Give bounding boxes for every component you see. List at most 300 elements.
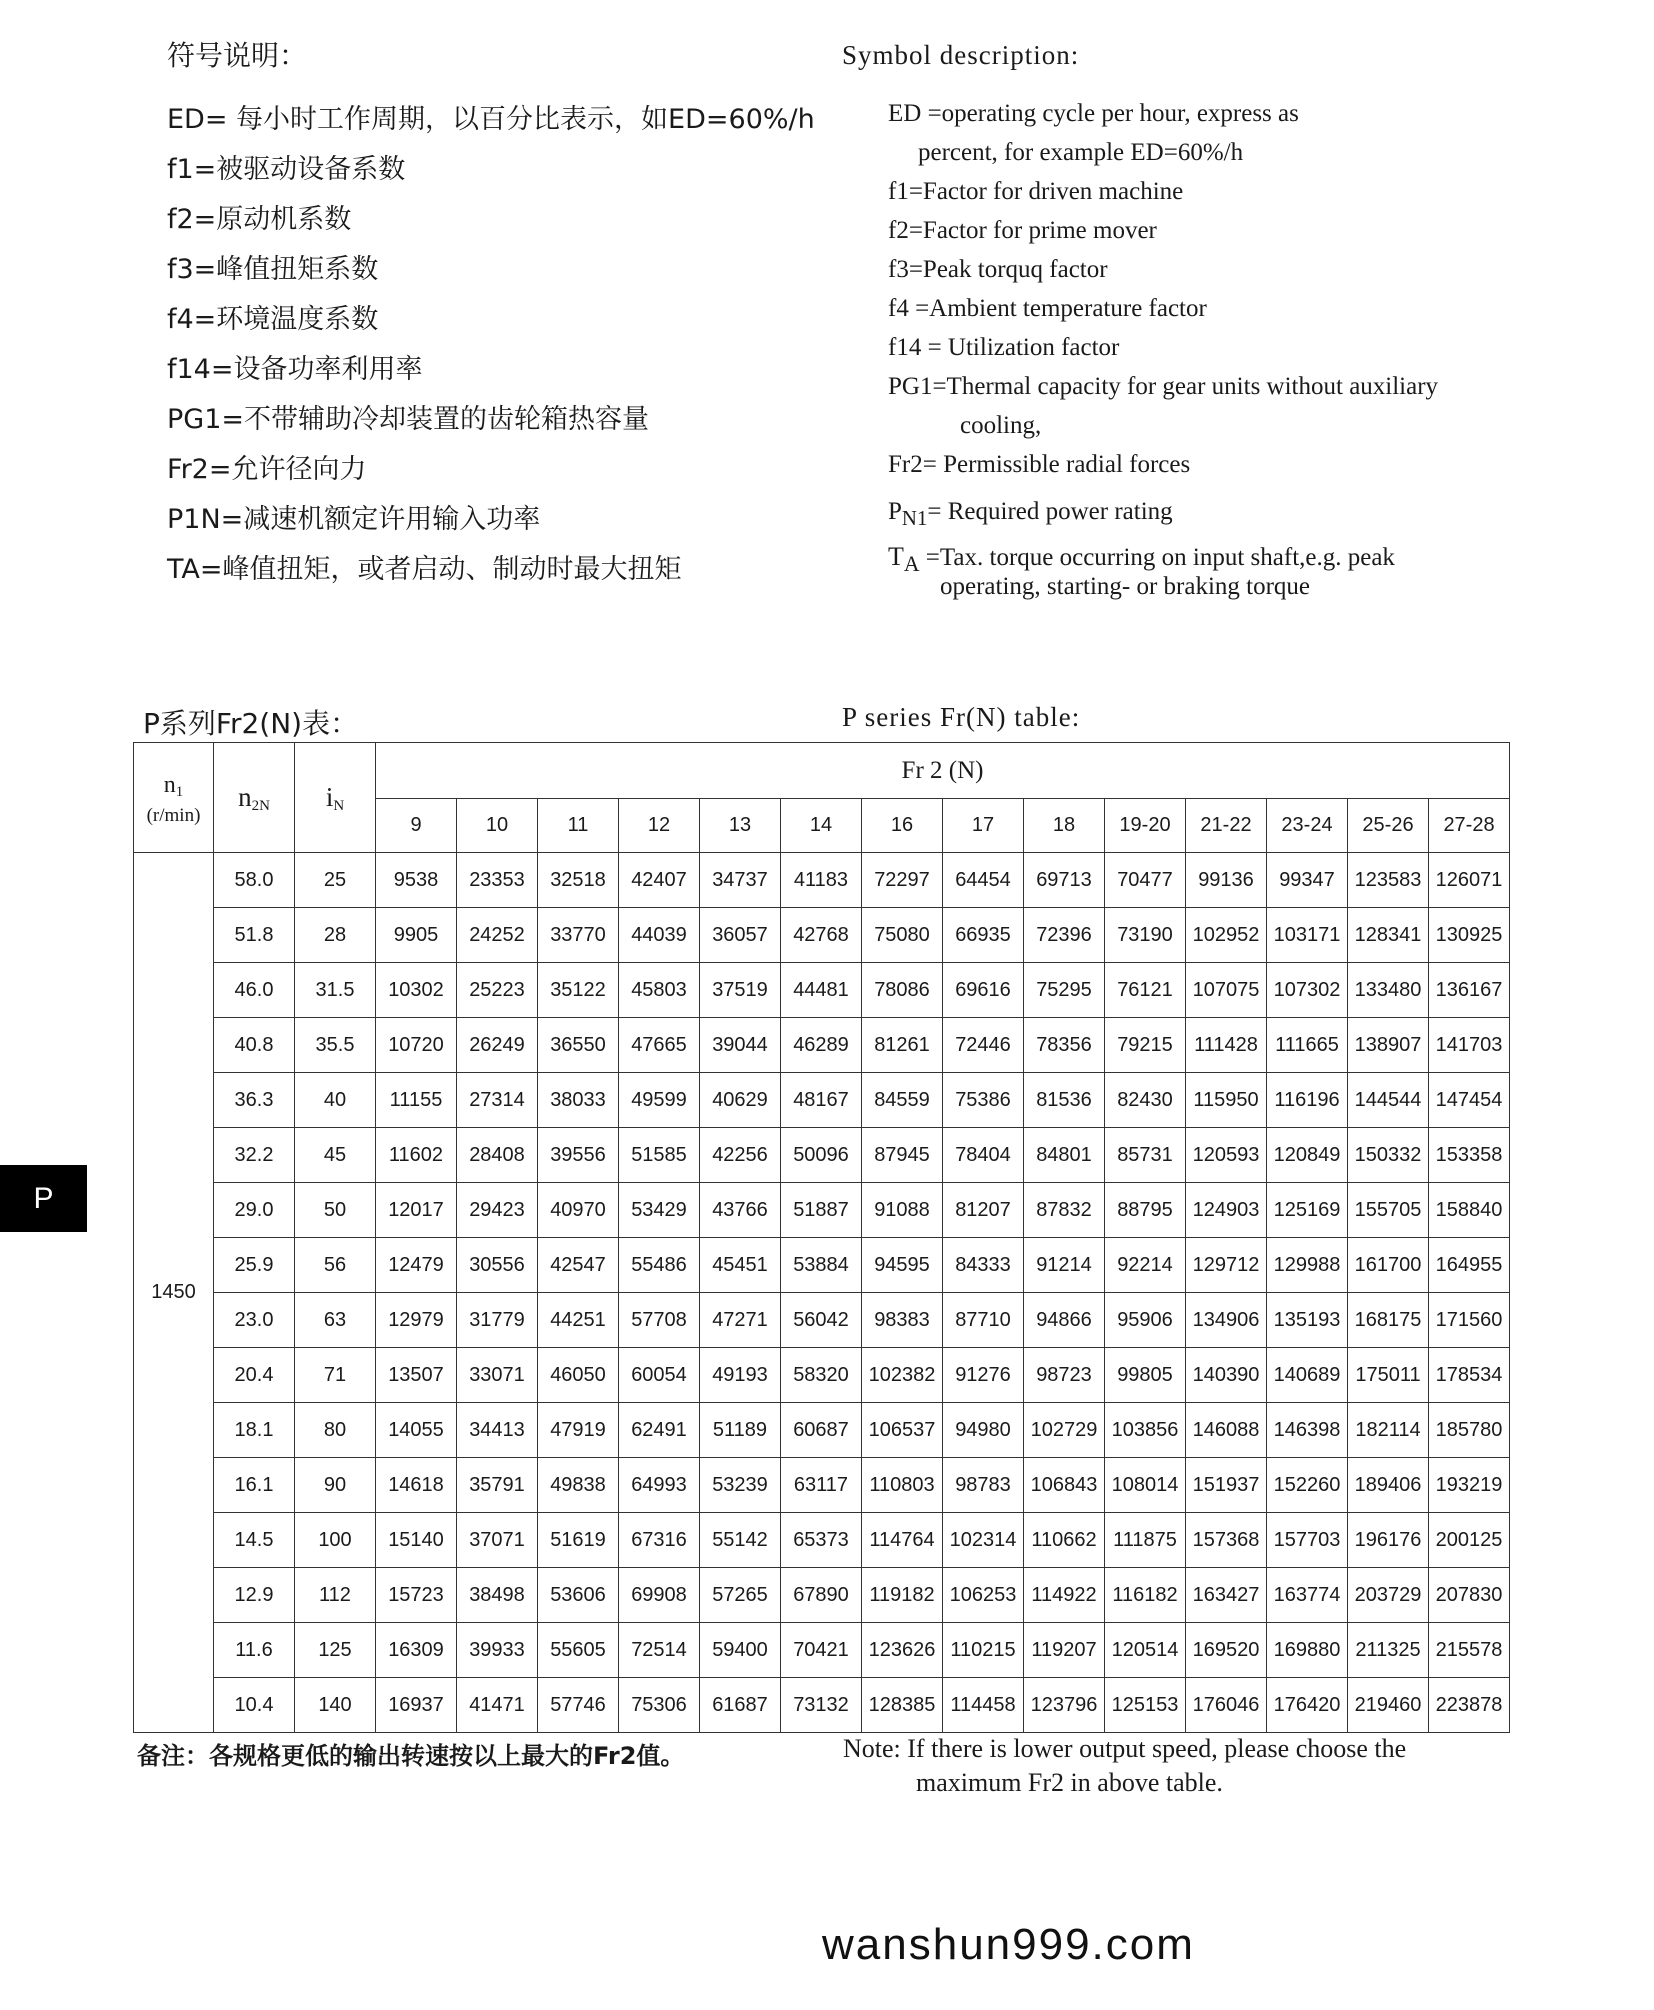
fr2-value-cell: 123583 xyxy=(1348,853,1429,908)
fr2-value-cell: 46050 xyxy=(538,1348,619,1403)
fr2-value-cell: 88795 xyxy=(1105,1183,1186,1238)
fr2-value-cell: 114764 xyxy=(862,1513,943,1568)
fr2-value-cell: 27314 xyxy=(457,1073,538,1128)
fr2-value-cell: 16309 xyxy=(376,1623,457,1678)
fr2-value-cell: 91276 xyxy=(943,1348,1024,1403)
fr2-value-cell: 72297 xyxy=(862,853,943,908)
fr2-value-cell: 189406 xyxy=(1348,1458,1429,1513)
fr2-value-cell: 47665 xyxy=(619,1018,700,1073)
symbol-en-fr2: Fr2= Permissible radial forces xyxy=(888,451,1191,478)
fr2-value-cell: 65373 xyxy=(781,1513,862,1568)
fr2-value-cell: 78356 xyxy=(1024,1018,1105,1073)
fr2-value-cell: 73190 xyxy=(1105,908,1186,963)
size-header-cell: 13 xyxy=(700,799,781,853)
fr2-value-cell: 116196 xyxy=(1267,1073,1348,1128)
fr2-value-cell: 106253 xyxy=(943,1568,1024,1623)
note-en xyxy=(843,1732,1406,1800)
fr2-value-cell: 169880 xyxy=(1267,1623,1348,1678)
fr2-value-cell: 73132 xyxy=(781,1678,862,1733)
fr2-value-cell: 34737 xyxy=(700,853,781,908)
fr2-value-cell: 124903 xyxy=(1186,1183,1267,1238)
ratio-cell: 28 xyxy=(295,908,376,963)
fr2-value-cell: 70477 xyxy=(1105,853,1186,908)
fr2-value-cell: 42547 xyxy=(538,1238,619,1293)
fr2-value-cell: 37519 xyxy=(700,963,781,1018)
ratio-cell: 71 xyxy=(295,1348,376,1403)
table-row xyxy=(134,1293,1510,1348)
fr2-value-cell: 36057 xyxy=(700,908,781,963)
fr2-value-cell: 123626 xyxy=(862,1623,943,1678)
fr2-value-cell: 16937 xyxy=(376,1678,457,1733)
ratio-cell: 125 xyxy=(295,1623,376,1678)
fr2-value-cell: 151937 xyxy=(1186,1458,1267,1513)
symbol-title-zh: 符号说明： xyxy=(167,39,308,72)
fr2-value-cell: 53429 xyxy=(619,1183,700,1238)
fr2-value-cell: 152260 xyxy=(1267,1458,1348,1513)
fr2-value-cell: 40970 xyxy=(538,1183,619,1238)
size-header-cell: 21-22 xyxy=(1186,799,1267,853)
header-fr2: Fr 2 (N) xyxy=(376,743,1510,799)
fr2-value-cell: 116182 xyxy=(1105,1568,1186,1623)
fr2-value-cell: 134906 xyxy=(1186,1293,1267,1348)
fr2-value-cell: 76121 xyxy=(1105,963,1186,1018)
fr2-value-cell: 111428 xyxy=(1186,1018,1267,1073)
fr2-value-cell: 60054 xyxy=(619,1348,700,1403)
fr2-value-cell: 95906 xyxy=(1105,1293,1186,1348)
n2n-cell: 36.3 xyxy=(214,1073,295,1128)
size-header-cell: 23-24 xyxy=(1267,799,1348,853)
size-header-cell: 16 xyxy=(862,799,943,853)
fr2-value-cell: 140390 xyxy=(1186,1348,1267,1403)
fr2-value-cell: 102382 xyxy=(862,1348,943,1403)
fr2-value-cell: 129988 xyxy=(1267,1238,1348,1293)
n2n-cell: 16.1 xyxy=(214,1458,295,1513)
fr2-value-cell: 57708 xyxy=(619,1293,700,1348)
fr2-value-cell: 84801 xyxy=(1024,1128,1105,1183)
fr2-value-cell: 64454 xyxy=(943,853,1024,908)
fr2-value-cell: 30556 xyxy=(457,1238,538,1293)
symbol-en-pg1: PG1=Thermal capacity for gear units without auxiliary xyxy=(888,373,1439,400)
fr2-value-cell: 15140 xyxy=(376,1513,457,1568)
fr2-value-cell: 164955 xyxy=(1429,1238,1510,1293)
fr2-value-cell: 171560 xyxy=(1429,1293,1510,1348)
fr2-value-cell: 211325 xyxy=(1348,1623,1429,1678)
fr2-value-cell: 158840 xyxy=(1429,1183,1510,1238)
header-n2n: $n_{2N}$ xyxy=(214,743,295,853)
fr2-value-cell: 40629 xyxy=(700,1073,781,1128)
n2n-cell: 29.0 xyxy=(214,1183,295,1238)
fr2-value-cell: 157703 xyxy=(1267,1513,1348,1568)
n1-cell: 1450 xyxy=(134,853,214,1733)
fr2-value-cell: 106537 xyxy=(862,1403,943,1458)
symbol-en-ta xyxy=(888,542,1395,577)
fr2-value-cell: 51619 xyxy=(538,1513,619,1568)
fr2-value-cell: 87710 xyxy=(943,1293,1024,1348)
fr2-value-cell: 51585 xyxy=(619,1128,700,1183)
fr2-value-cell: 69713 xyxy=(1024,853,1105,908)
fr2-value-cell: 69616 xyxy=(943,963,1024,1018)
fr2-value-cell: 39556 xyxy=(538,1128,619,1183)
n2n-cell: 20.4 xyxy=(214,1348,295,1403)
fr2-value-cell: 46289 xyxy=(781,1018,862,1073)
fr2-value-cell: 141703 xyxy=(1429,1018,1510,1073)
fr2-value-cell: 41183 xyxy=(781,853,862,908)
fr2-value-cell: 44251 xyxy=(538,1293,619,1348)
table-row xyxy=(134,1678,1510,1733)
n2n-cell: 10.4 xyxy=(214,1678,295,1733)
fr2-value-cell: 31779 xyxy=(457,1293,538,1348)
size-header-cell: 14 xyxy=(781,799,862,853)
ratio-cell: 31.5 xyxy=(295,963,376,1018)
symbol-en-pn1-sym: $P_{N1}$ xyxy=(888,498,928,530)
header-n1-label: $n_1$ xyxy=(163,772,184,800)
fr2-value-cell: 168175 xyxy=(1348,1293,1429,1348)
fr2-value-cell: 75295 xyxy=(1024,963,1105,1018)
fr2-value-cell: 58320 xyxy=(781,1348,862,1403)
ratio-cell: 90 xyxy=(295,1458,376,1513)
fr2-value-cell: 128385 xyxy=(862,1678,943,1733)
fr2-value-cell: 75386 xyxy=(943,1073,1024,1128)
fr2-value-cell: 26249 xyxy=(457,1018,538,1073)
symbol-en-ed: ED =operating cycle per hour, express as xyxy=(888,100,1299,127)
fr2-value-cell: 32518 xyxy=(538,853,619,908)
fr2-value-cell: 49599 xyxy=(619,1073,700,1128)
size-header-cell: 17 xyxy=(943,799,1024,853)
fr2-value-cell: 57265 xyxy=(700,1568,781,1623)
fr2-value-cell: 75080 xyxy=(862,908,943,963)
fr2-value-cell: 182114 xyxy=(1348,1403,1429,1458)
n2n-cell: 11.6 xyxy=(214,1623,295,1678)
fr2-value-cell: 123796 xyxy=(1024,1678,1105,1733)
fr2-value-cell: 45451 xyxy=(700,1238,781,1293)
symbol-zh-f2: f2=原动机系数 xyxy=(167,204,352,235)
fr2-value-cell: 75306 xyxy=(619,1678,700,1733)
fr2-value-cell: 47271 xyxy=(700,1293,781,1348)
table-row xyxy=(134,1183,1510,1238)
fr2-value-cell: 119207 xyxy=(1024,1623,1105,1678)
fr2-value-cell: 11155 xyxy=(376,1073,457,1128)
fr2-value-cell: 110215 xyxy=(943,1623,1024,1678)
fr2-value-cell: 175011 xyxy=(1348,1348,1429,1403)
n2n-cell: 46.0 xyxy=(214,963,295,1018)
fr2-value-cell: 49838 xyxy=(538,1458,619,1513)
fr2-value-cell: 196176 xyxy=(1348,1513,1429,1568)
fr2-value-cell: 63117 xyxy=(781,1458,862,1513)
fr2-value-cell: 24252 xyxy=(457,908,538,963)
fr2-value-cell: 125169 xyxy=(1267,1183,1348,1238)
note-zh: 备注：各规格更低的输出转速按以上最大的Fr2值。 xyxy=(137,1742,685,1770)
fr2-value-cell: 51189 xyxy=(700,1403,781,1458)
symbol-zh-f1: f1=被驱动设备系数 xyxy=(167,154,406,185)
fr2-value-cell: 103856 xyxy=(1105,1403,1186,1458)
fr2-value-cell: 41471 xyxy=(457,1678,538,1733)
fr2-value-cell: 193219 xyxy=(1429,1458,1510,1513)
fr2-value-cell: 140689 xyxy=(1267,1348,1348,1403)
fr2-value-cell: 176420 xyxy=(1267,1678,1348,1733)
fr2-value-cell: 84333 xyxy=(943,1238,1024,1293)
fr2-value-cell: 9905 xyxy=(376,908,457,963)
fr2-value-cell: 60687 xyxy=(781,1403,862,1458)
table-title-zh: P系列Fr2(N)表： xyxy=(143,707,359,740)
fr2-value-cell: 102729 xyxy=(1024,1403,1105,1458)
fr2-value-cell: 57746 xyxy=(538,1678,619,1733)
symbol-zh-f3: f3=峰值扭矩系数 xyxy=(167,254,379,285)
fr2-value-cell: 12017 xyxy=(376,1183,457,1238)
fr2-value-cell: 99805 xyxy=(1105,1348,1186,1403)
fr2-value-cell: 44039 xyxy=(619,908,700,963)
fr2-value-cell: 82430 xyxy=(1105,1073,1186,1128)
size-header-cell: 12 xyxy=(619,799,700,853)
fr2-value-cell: 44481 xyxy=(781,963,862,1018)
header-n1 xyxy=(134,743,214,853)
fr2-value-cell: 136167 xyxy=(1429,963,1510,1018)
size-header-cell: 18 xyxy=(1024,799,1105,853)
ratio-cell: 140 xyxy=(295,1678,376,1733)
fr2-value-cell: 55486 xyxy=(619,1238,700,1293)
table-row xyxy=(134,1513,1510,1568)
symbol-zh-pg1: PG1=不带辅助冷却装置的齿轮箱热容量 xyxy=(167,404,650,435)
fr2-value-cell: 106843 xyxy=(1024,1458,1105,1513)
fr2-value-cell: 102314 xyxy=(943,1513,1024,1568)
table-row xyxy=(134,1238,1510,1293)
table-row xyxy=(134,1403,1510,1458)
fr2-value-cell: 38033 xyxy=(538,1073,619,1128)
fr2-value-cell: 178534 xyxy=(1429,1348,1510,1403)
table-row xyxy=(134,1348,1510,1403)
fr2-value-cell: 107075 xyxy=(1186,963,1267,1018)
size-header-cell: 27-28 xyxy=(1429,799,1510,853)
fr2-value-cell: 200125 xyxy=(1429,1513,1510,1568)
symbol-zh-f14: f14=设备功率利用率 xyxy=(167,354,423,385)
fr2-value-cell: 99347 xyxy=(1267,853,1348,908)
fr2-value-cell: 23353 xyxy=(457,853,538,908)
symbol-en-pg1-cont: cooling, xyxy=(960,412,1042,439)
fr2-value-cell: 14055 xyxy=(376,1403,457,1458)
symbol-en-ta-cont: operating, starting- or braking torque xyxy=(940,573,1311,600)
fr2-value-cell: 98383 xyxy=(862,1293,943,1348)
fr2-value-cell: 34413 xyxy=(457,1403,538,1458)
fr2-value-cell: 53239 xyxy=(700,1458,781,1513)
symbol-en-pn1-text: = Required power rating xyxy=(927,498,1173,525)
fr2-value-cell: 33770 xyxy=(538,908,619,963)
note-en-line2: maximum Fr2 in above table. xyxy=(916,1768,1223,1797)
fr2-value-cell: 126071 xyxy=(1429,853,1510,908)
fr2-value-cell: 72396 xyxy=(1024,908,1105,963)
n2n-cell: 14.5 xyxy=(214,1513,295,1568)
fr2-value-cell: 125153 xyxy=(1105,1678,1186,1733)
fr2-value-cell: 72446 xyxy=(943,1018,1024,1073)
fr2-value-cell: 215578 xyxy=(1429,1623,1510,1678)
fr2-value-cell: 133480 xyxy=(1348,963,1429,1018)
header-in: $i_N$ xyxy=(295,743,376,853)
fr2-value-cell: 81261 xyxy=(862,1018,943,1073)
ratio-cell: 63 xyxy=(295,1293,376,1348)
fr2-value-cell: 10302 xyxy=(376,963,457,1018)
fr2-value-cell: 107302 xyxy=(1267,963,1348,1018)
fr2-value-cell: 45803 xyxy=(619,963,700,1018)
n2n-cell: 51.8 xyxy=(214,908,295,963)
symbol-list-zh xyxy=(167,100,815,600)
n2n-cell: 40.8 xyxy=(214,1018,295,1073)
fr2-value-cell: 15723 xyxy=(376,1568,457,1623)
symbol-zh-ta: TA=峰值扭矩，或者启动、制动时最大扭矩 xyxy=(167,554,682,585)
table-row xyxy=(134,853,1510,908)
fr2-value-cell: 39044 xyxy=(700,1018,781,1073)
fr2-value-cell: 14618 xyxy=(376,1458,457,1513)
fr2-value-cell: 56042 xyxy=(781,1293,862,1348)
fr2-value-cell: 111875 xyxy=(1105,1513,1186,1568)
fr2-value-cell: 38498 xyxy=(457,1568,538,1623)
symbol-en-ta-text: =Tax. torque occurring on input shaft,e.g. peak xyxy=(919,544,1395,571)
fr2-value-cell: 119182 xyxy=(862,1568,943,1623)
fr2-value-cell: 120514 xyxy=(1105,1623,1186,1678)
fr2-value-cell: 169520 xyxy=(1186,1623,1267,1678)
fr2-value-cell: 130925 xyxy=(1429,908,1510,963)
fr2-value-cell: 59400 xyxy=(700,1623,781,1678)
table-row xyxy=(134,908,1510,963)
fr2-value-cell: 103171 xyxy=(1267,908,1348,963)
fr2-value-cell: 207830 xyxy=(1429,1568,1510,1623)
ratio-cell: 100 xyxy=(295,1513,376,1568)
fr2-value-cell: 102952 xyxy=(1186,908,1267,963)
fr2-value-cell: 72514 xyxy=(619,1623,700,1678)
fr2-value-cell: 223878 xyxy=(1429,1678,1510,1733)
fr2-value-cell: 78086 xyxy=(862,963,943,1018)
fr2-table xyxy=(133,742,1510,1733)
symbol-zh-fr2: Fr2=允许径向力 xyxy=(167,454,367,485)
table-title-en: P series Fr(N) table: xyxy=(842,702,1081,732)
fr2-value-cell: 144544 xyxy=(1348,1073,1429,1128)
ratio-cell: 35.5 xyxy=(295,1018,376,1073)
fr2-value-cell: 110662 xyxy=(1024,1513,1105,1568)
fr2-value-cell: 87832 xyxy=(1024,1183,1105,1238)
fr2-value-cell: 49193 xyxy=(700,1348,781,1403)
ratio-cell: 80 xyxy=(295,1403,376,1458)
ratio-cell: 56 xyxy=(295,1238,376,1293)
fr2-value-cell: 91214 xyxy=(1024,1238,1105,1293)
fr2-value-cell: 53606 xyxy=(538,1568,619,1623)
fr2-value-cell: 48167 xyxy=(781,1073,862,1128)
symbol-en-f14: f14 = Utilization factor xyxy=(888,334,1120,361)
size-header-cell: 25-26 xyxy=(1348,799,1429,853)
fr2-value-cell: 85731 xyxy=(1105,1128,1186,1183)
fr2-value-cell: 35122 xyxy=(538,963,619,1018)
fr2-value-cell: 61687 xyxy=(700,1678,781,1733)
symbol-zh-p1n: P1N=减速机额定许用输入功率 xyxy=(167,504,541,535)
n2n-cell: 23.0 xyxy=(214,1293,295,1348)
fr2-value-cell: 33071 xyxy=(457,1348,538,1403)
fr2-value-cell: 69908 xyxy=(619,1568,700,1623)
n2n-cell: 25.9 xyxy=(214,1238,295,1293)
fr2-value-cell: 114458 xyxy=(943,1678,1024,1733)
fr2-value-cell: 92214 xyxy=(1105,1238,1186,1293)
fr2-value-cell: 99136 xyxy=(1186,853,1267,908)
fr2-value-cell: 50096 xyxy=(781,1128,862,1183)
fr2-value-cell: 153358 xyxy=(1429,1128,1510,1183)
fr2-value-cell: 155705 xyxy=(1348,1183,1429,1238)
table-row xyxy=(134,1128,1510,1183)
fr2-value-cell: 13507 xyxy=(376,1348,457,1403)
symbol-en-pn1 xyxy=(888,498,1173,531)
n2n-cell: 18.1 xyxy=(214,1403,295,1458)
fr2-value-cell: 163427 xyxy=(1186,1568,1267,1623)
size-header-cell: 19-20 xyxy=(1105,799,1186,853)
fr2-value-cell: 70421 xyxy=(781,1623,862,1678)
symbol-zh-ed: ED= 每小时工作周期，以百分比表示，如ED=60%/h xyxy=(167,104,815,135)
fr2-value-cell: 94866 xyxy=(1024,1293,1105,1348)
table-row xyxy=(134,1458,1510,1513)
fr2-value-cell: 81207 xyxy=(943,1183,1024,1238)
table-row xyxy=(134,1073,1510,1128)
fr2-value-cell: 111665 xyxy=(1267,1018,1348,1073)
fr2-value-cell: 128341 xyxy=(1348,908,1429,963)
fr2-value-cell: 78404 xyxy=(943,1128,1024,1183)
table-body xyxy=(134,853,1510,1733)
fr2-value-cell: 66935 xyxy=(943,908,1024,963)
fr2-value-cell: 87945 xyxy=(862,1128,943,1183)
fr2-value-cell: 62491 xyxy=(619,1403,700,1458)
fr2-value-cell: 138907 xyxy=(1348,1018,1429,1073)
fr2-value-cell: 114922 xyxy=(1024,1568,1105,1623)
fr2-value-cell: 161700 xyxy=(1348,1238,1429,1293)
symbol-en-f1: f1=Factor for driven machine xyxy=(888,178,1184,205)
fr2-value-cell: 42256 xyxy=(700,1128,781,1183)
header-n1-unit: (r/min) xyxy=(146,805,201,826)
fr2-value-cell: 43766 xyxy=(700,1183,781,1238)
size-header-cell: 9 xyxy=(376,799,457,853)
fr2-value-cell: 120593 xyxy=(1186,1128,1267,1183)
fr2-value-cell: 51887 xyxy=(781,1183,862,1238)
fr2-value-cell: 185780 xyxy=(1429,1403,1510,1458)
fr2-value-cell: 157368 xyxy=(1186,1513,1267,1568)
n2n-cell: 58.0 xyxy=(214,853,295,908)
fr2-value-cell: 135193 xyxy=(1267,1293,1348,1348)
fr2-value-cell: 120849 xyxy=(1267,1128,1348,1183)
fr2-value-cell: 176046 xyxy=(1186,1678,1267,1733)
fr2-value-cell: 35791 xyxy=(457,1458,538,1513)
fr2-value-cell: 146088 xyxy=(1186,1403,1267,1458)
fr2-value-cell: 94980 xyxy=(943,1403,1024,1458)
symbol-en-ta-sym: $T_A$ xyxy=(888,542,920,577)
fr2-value-cell: 146398 xyxy=(1267,1403,1348,1458)
footer-website: wanshun999.com xyxy=(822,1920,1195,1969)
fr2-value-cell: 79215 xyxy=(1105,1018,1186,1073)
table-row xyxy=(134,1018,1510,1073)
symbol-zh-f4: f4=环境温度系数 xyxy=(167,304,379,335)
fr2-value-cell: 11602 xyxy=(376,1128,457,1183)
fr2-value-cell: 55142 xyxy=(700,1513,781,1568)
table-row xyxy=(134,963,1510,1018)
symbol-en-ed-cont: percent, for example ED=60%/h xyxy=(918,139,1244,166)
fr2-value-cell: 98723 xyxy=(1024,1348,1105,1403)
size-header-cell: 10 xyxy=(457,799,538,853)
fr2-value-cell: 37071 xyxy=(457,1513,538,1568)
ratio-cell: 45 xyxy=(295,1128,376,1183)
symbol-title-en: Symbol description: xyxy=(842,40,1080,70)
fr2-value-cell: 36550 xyxy=(538,1018,619,1073)
fr2-value-cell: 29423 xyxy=(457,1183,538,1238)
fr2-value-cell: 110803 xyxy=(862,1458,943,1513)
n2n-cell: 32.2 xyxy=(214,1128,295,1183)
symbol-en-f3: f3=Peak torquq factor xyxy=(888,256,1108,283)
symbol-en-f4: f4 =Ambient temperature factor xyxy=(888,295,1207,322)
fr2-value-cell: 129712 xyxy=(1186,1238,1267,1293)
fr2-value-cell: 47919 xyxy=(538,1403,619,1458)
fr2-value-cell: 10720 xyxy=(376,1018,457,1073)
fr2-value-cell: 42407 xyxy=(619,853,700,908)
fr2-value-cell: 115950 xyxy=(1186,1073,1267,1128)
fr2-value-cell: 94595 xyxy=(862,1238,943,1293)
